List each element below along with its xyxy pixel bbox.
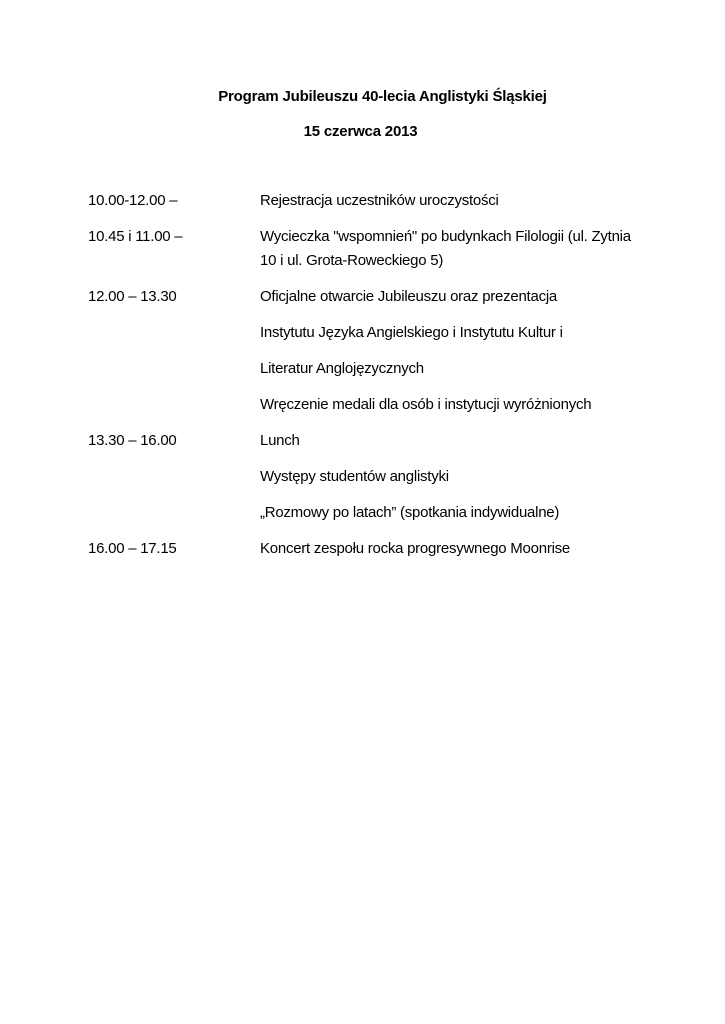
schedule-items: [260, 537, 688, 561]
schedule-item: „Rozmowy po latach” (spotkania indywidualne): [260, 504, 560, 521]
schedule-item: Koncert zespołu rocka progresywnego Moonrise: [260, 540, 570, 557]
schedule-item: Występy studentów anglistyki: [260, 468, 449, 485]
schedule-time: 10.45 i 11.00 –: [88, 228, 183, 245]
schedule-time: 12.00 – 13.30: [88, 288, 177, 305]
schedule-time: 13.30 – 16.00: [88, 432, 177, 449]
schedule-item: Rejestracja uczestników uroczystości: [260, 192, 499, 209]
schedule-item: Lunch: [260, 432, 300, 449]
schedule-item: Wycieczka "wspomnień" po budynkach Filologii (ul. Zytnia 10 i ul. Grota-Roweckiego 5): [260, 228, 631, 269]
schedule-row: [88, 225, 688, 273]
document-title: Program Jubileuszu 40-lecia Anglistyki Śląskiej: [218, 88, 547, 105]
schedule-items: [260, 225, 635, 273]
schedule-row: [88, 189, 688, 213]
schedule-time: 16.00 – 17.15: [88, 540, 177, 557]
document-title-line: [0, 88, 725, 105]
schedule-item: Instytutu Języka Angielskiego i Instytutu Kultur i: [260, 324, 563, 341]
schedule-row: [88, 429, 688, 525]
schedule-item: Literatur Anglojęzycznych: [260, 360, 424, 377]
schedule-item: Oficjalne otwarcie Jubileuszu oraz prezentacja: [260, 288, 557, 305]
document-date-line: [0, 123, 725, 140]
schedule-item: Wręczenie medali dla osób i instytucji wyróżnionych: [260, 396, 592, 413]
schedule-time: 10.00-12.00 –: [88, 192, 178, 209]
schedule-items: [260, 285, 688, 417]
schedule-list: [88, 189, 688, 573]
schedule-row: [88, 285, 688, 417]
schedule-row: [88, 537, 688, 561]
document-date: 15 czerwca 2013: [303, 123, 418, 140]
schedule-items: [260, 189, 688, 213]
schedule-items: [260, 429, 688, 525]
